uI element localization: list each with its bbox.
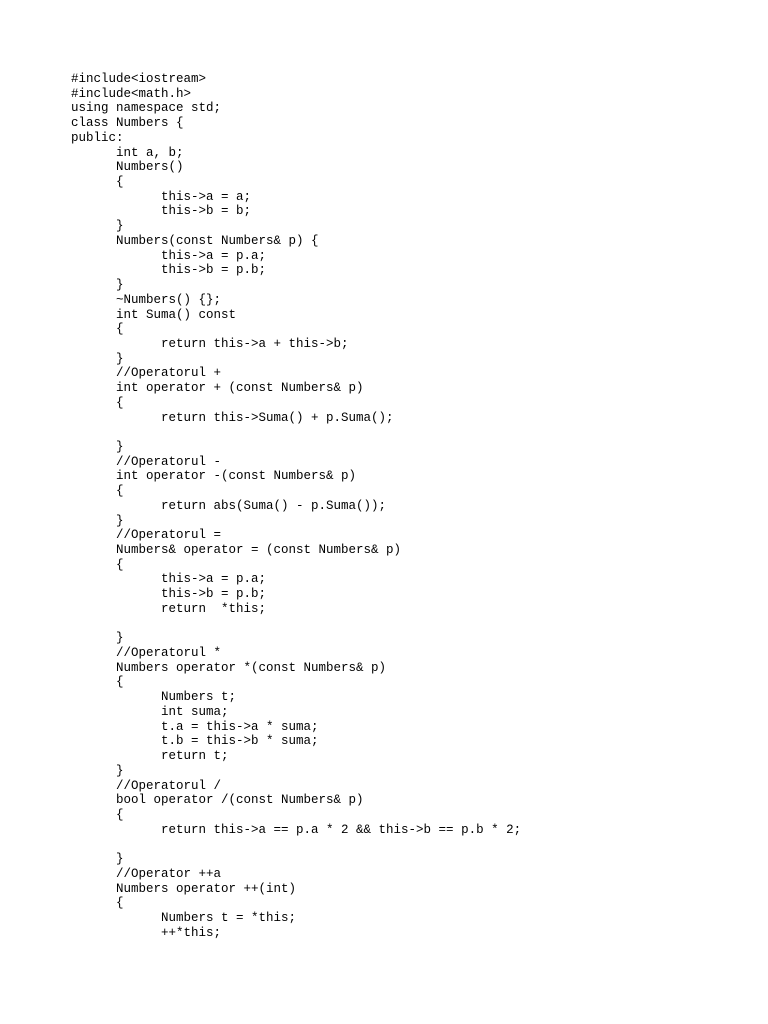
code-line: int operator -(const Numbers& p) — [71, 469, 357, 484]
code-line: { — [71, 484, 124, 499]
code-line: { — [71, 557, 124, 572]
code-line: } — [71, 763, 124, 778]
code-line: { — [71, 322, 124, 337]
code-line: //Operatorul - — [71, 454, 222, 469]
code-line: #include<math.h> — [71, 86, 192, 101]
code-line: //Operatorul + — [71, 366, 222, 381]
code-line: Numbers(const Numbers& p) { — [71, 233, 319, 248]
code-line: } — [71, 278, 124, 293]
code-line: #include<iostream> — [71, 72, 207, 86]
code-line: Numbers operator ++(int) — [71, 881, 297, 896]
code-line: public: — [71, 130, 124, 145]
code-line: { — [71, 807, 124, 822]
code-line: { — [71, 675, 124, 690]
code-line: int suma; — [71, 704, 229, 719]
code-line: this->a = a; — [71, 189, 252, 204]
code-line: ~Numbers() {}; — [71, 292, 222, 307]
code-line: Numbers operator *(const Numbers& p) — [71, 660, 387, 675]
code-line: } — [71, 631, 124, 646]
code-line: return this->a + this->b; — [71, 336, 349, 351]
code-line: int Suma() const — [71, 307, 237, 322]
code-line: return *this; — [71, 601, 267, 616]
code-line: { — [71, 175, 124, 190]
code-line: Numbers() — [71, 160, 184, 175]
code-line: using namespace std; — [71, 101, 222, 116]
code-line — [71, 617, 521, 632]
code-line: return t; — [71, 749, 229, 764]
code-line: } — [71, 852, 124, 867]
code-line: this->a = p.a; — [71, 248, 267, 263]
code-line: } — [71, 439, 124, 454]
code-line: //Operator ++a — [71, 866, 222, 881]
code-line: } — [71, 351, 124, 366]
code-line: { — [71, 896, 124, 911]
code-line: this->a = p.a; — [71, 572, 267, 587]
code-line: ++*this; — [71, 925, 222, 940]
code-line: return abs(Suma() - p.Suma()); — [71, 498, 387, 513]
code-line: return this->Suma() + p.Suma(); — [71, 410, 394, 425]
code-line: Numbers t = *this; — [71, 910, 297, 925]
code-line: //Operatorul = — [71, 528, 222, 543]
code-line: int a, b; — [71, 145, 184, 160]
code-line: int operator + (const Numbers& p) — [71, 381, 364, 396]
code-line: this->b = b; — [71, 204, 252, 219]
source-code-block — [71, 72, 521, 940]
code-line: bool operator /(const Numbers& p) — [71, 793, 364, 808]
code-line — [71, 837, 521, 852]
code-line: { — [71, 395, 124, 410]
code-line: //Operatorul * — [71, 646, 222, 661]
code-line: Numbers& operator = (const Numbers& p) — [71, 543, 402, 557]
code-line — [71, 425, 521, 440]
code-line: //Operatorul / — [71, 778, 222, 793]
code-line: t.b = this->b * suma; — [71, 734, 319, 749]
code-line: this->b = p.b; — [71, 587, 267, 602]
code-line: class Numbers { — [71, 116, 184, 131]
code-line: } — [71, 219, 124, 234]
code-line: return this->a == p.a * 2 && this->b == p.b * 2; — [71, 822, 522, 837]
code-line: t.a = this->a * suma; — [71, 719, 319, 734]
code-line: Numbers t; — [71, 690, 237, 705]
code-line: this->b = p.b; — [71, 263, 267, 278]
code-line: } — [71, 513, 124, 528]
